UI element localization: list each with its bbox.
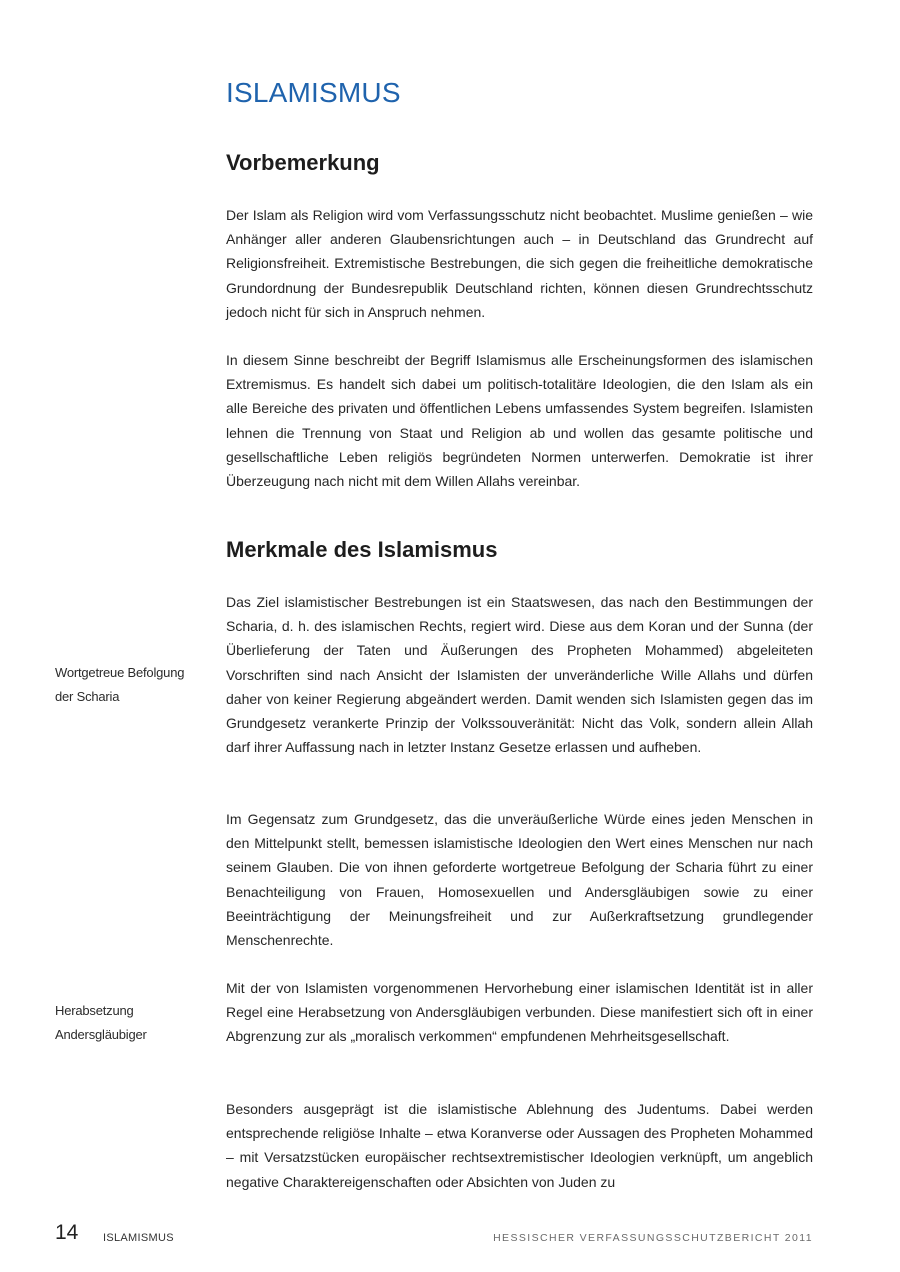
chapter-title: ISLAMISMUS [226, 77, 401, 108]
page-number: 14 [55, 1221, 79, 1244]
margin-note-line: Andersgläubiger [55, 1027, 147, 1042]
paragraph: Der Islam als Religion wird vom Verfassungsschutz nicht beobachtet. Muslime genießen – wie Anhänger aller anderen Glaubensrichtungen auch – in Deutschland das Grundrecht auf Religionsfreiheit. Extremistische Bestrebungen, die sich gegen die freiheitliche demokratische Grundordnung der Bundesrepublik Deutschland richten, können diesen Grundrechtsschutz jedoch nicht für sich in Anspruch nehmen. [226, 207, 813, 320]
paragraph: Das Ziel islamistischer Bestrebungen ist ein Staatswesen, das nach den Bestimmungen der Scharia, d. h. des islamischen Rechts, regiert wird. Diese aus dem Koran und der Sunna (der Überlieferung der Taten und Äußerungen des Propheten Mohammed) abgeleiteten Vorschriften sind nach Ansicht der Islamisten der unveränderliche Wille Allahs und dürfen daher von keiner Regierung abgeändert werden. Damit wenden sich Islamisten gegen das im Grundgesetz verankerte Prinzip der Volkssouveränität: Nicht das Volk, sondern allein Allah darf ihrer Auffassung nach in letzter Instanz Gesetze erlassen und aufheben. [226, 594, 813, 756]
paragraph: In diesem Sinne beschreibt der Begriff Islamismus alle Erscheinungsformen des islamischen Extremismus. Es handelt sich dabei um politisch-totalitäre Ideologien, die den Islam als ein alle Bereiche des privaten und öffentlichen Lebens umfassendes System begreifen. Islamisten lehnen die Trennung von Staat und Religion ab und wollen das gesamte politische und gesellschaftliche Leben religiös begründeten Normen unterwerfen. Demokratie ist ihrer Überzeugung nach nicht mit dem Willen Allahs vereinbar. [226, 352, 813, 490]
footer-report-title: HESSISCHER VERFASSUNGSSCHUTZBERICHT 2011 [493, 1232, 813, 1244]
paragraph: Mit der von Islamisten vorgenommenen Hervorhebung einer islamischen Identität ist in aller Regel eine Herabsetzung von Andersgläubigen verbunden. Diese manifestiert sich oft in einer Abgrenzung zur als „moralisch verkommen“ empfundenen Mehrheitsgesellschaft. [226, 980, 813, 1045]
paragraph: Besonders ausgeprägt ist die islamistische Ablehnung des Judentums. Dabei werden entsprechende religiöse Inhalte – etwa Koranverse oder Aussagen des Propheten Mohammed – mit Versatzstücken europäischer rechtsextremistischer Ideologien verknüpft, um angeblich negative Charaktereigenschaften oder Absichten von Juden zu [226, 1101, 813, 1190]
margin-note-herabsetzung [55, 999, 205, 1047]
margin-note-line: Wortgetreue Befolgung [55, 665, 185, 680]
footer-section-label: ISLAMISMUS [103, 1232, 174, 1244]
section-heading-vorbemerkung: Vorbemerkung [226, 150, 380, 175]
margin-note-line: Herabsetzung [55, 1003, 134, 1018]
section-heading-merkmale: Merkmale des Islamismus [226, 537, 498, 562]
paragraph: Im Gegensatz zum Grundgesetz, das die unveräußerliche Würde eines jeden Menschen in den Mittelpunkt stellt, bemessen islamistische Ideologien den Wert eines Menschen nur nach seinem Glauben. Die von ihnen geforderte wortgetreue Befolgung der Scharia führt zu einer Benachteiligung von Frauen, Homosexuellen und Andersgläubigen sowie zu einer Beeinträchtigung der Meinungsfreiheit und zur Außerkraftsetzung grundlegender Menschenrechte. [226, 811, 813, 949]
margin-note-scharia [55, 661, 205, 709]
margin-note-line: der Scharia [55, 689, 120, 704]
